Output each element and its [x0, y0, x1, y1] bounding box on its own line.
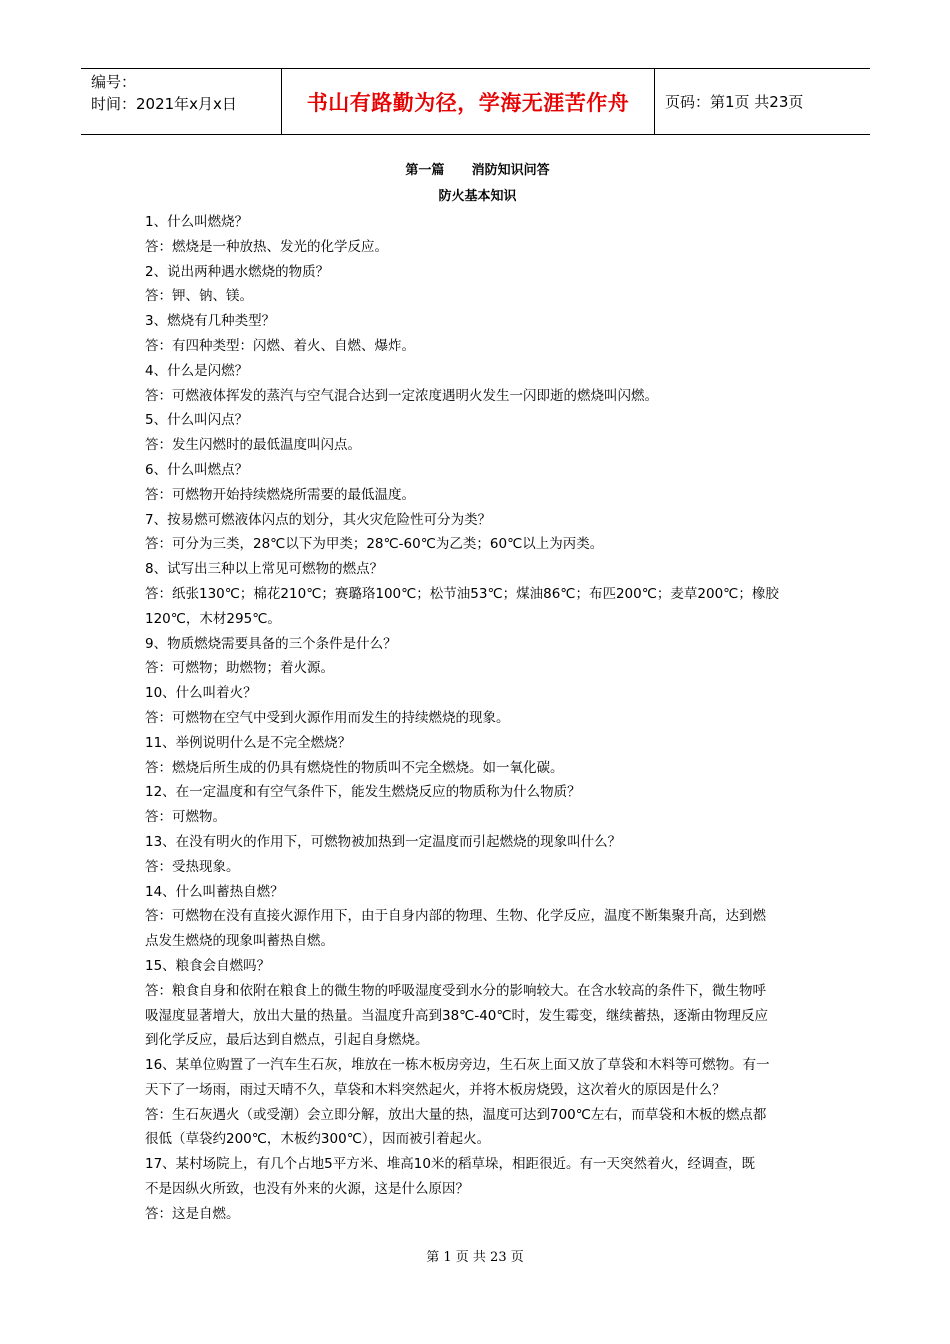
answer-line: 120℃，木材295℃。	[145, 610, 281, 627]
answer-line: 答：这是自燃。	[145, 1205, 240, 1222]
answer-line: 答：可燃物在没有直接火源作用下，由于自身内部的物理、生物、化学反应，温度不断集聚升高，达到燃	[145, 908, 766, 925]
answer-line: 答：可燃物。	[145, 809, 226, 826]
answer-line: 答：受热现象。	[145, 858, 240, 875]
answer-line: 答：纸张130℃；棉花210℃；赛璐珞100℃；松节油53℃；煤油86℃；布匹200℃；麦草200℃；橡胶	[145, 585, 779, 602]
question-line: 6、什么叫燃点？	[145, 461, 249, 478]
question-line: 4、什么是闪燃？	[145, 362, 249, 379]
qa-list	[145, 210, 810, 1227]
answer-line: 答：粮食自身和依附在粮食上的微生物的呼吸湿度受到水分的影响较大。在含水较高的条件下，微生物呼	[145, 982, 766, 999]
question-line: 5、什么叫闪点？	[145, 412, 249, 429]
answer-line: 答：可燃物；助燃物；着火源。	[145, 660, 334, 677]
question-line: 17、某村场院上，有几个占地5平方米、堆高10米的稻草垛，相距很近。有一天突然着火，经调查，既	[145, 1156, 755, 1173]
answer-line: 答：可分为三类，28℃以下为甲类；28℃-60℃为乙类；60℃以上为丙类。	[145, 536, 604, 553]
answer-line: 到化学反应，最后达到自燃点，引起自身燃烧。	[145, 1032, 429, 1049]
answer-line: 答：钾、钠、镁。	[145, 288, 253, 305]
question-line: 1、什么叫燃烧？	[145, 214, 249, 230]
document-header	[81, 68, 870, 135]
question-line: 14、什么叫蓄热自燃？	[145, 883, 284, 900]
header-page-info: 页码：第1页 共23页	[665, 93, 804, 111]
answer-line: 答：可燃物开始持续燃烧所需要的最低温度。	[145, 486, 415, 503]
answer-line: 答：生石灰遇火（或受潮）会立即分解，放出大量的热，温度可达到700℃左右，而草袋和木板的燃点都	[145, 1106, 767, 1123]
number-label: 编号：	[91, 73, 137, 91]
question-line: 12、在一定温度和有空气条件下，能发生燃烧反应的物质称为什么物质？	[145, 784, 581, 801]
time-label: 时间：2021年x月x日	[91, 95, 237, 113]
answer-line: 点发生燃烧的现象叫蓄热自燃。	[145, 933, 334, 950]
question-line: 不是因纵火所致，也没有外来的火源，这是什么原因？	[145, 1181, 469, 1198]
answer-line: 答：燃烧是一种放热、发光的化学反应。	[145, 238, 388, 255]
question-line: 7、按易燃可燃液体闪点的划分，其火灾危险性可分为类？	[145, 511, 492, 528]
question-line: 2、说出两种遇水燃烧的物质？	[145, 263, 330, 280]
answer-line: 答：可燃液体挥发的蒸汽与空气混合达到一定浓度遇明火发生一闪即逝的燃烧叫闪燃。	[145, 387, 658, 404]
header-meta	[81, 69, 281, 134]
question-line: 天下了一场雨，雨过天晴不久，草袋和木料突然起火，并将木板房烧毁，这次着火的原因是什么？	[145, 1081, 726, 1098]
section-title: 防火基本知识	[438, 189, 517, 204]
question-line: 16、某单位购置了一汽车生石灰，堆放在一栋木板房旁边，生石灰上面又放了草袋和木料等可燃物。有一	[145, 1057, 770, 1074]
question-line: 3、燃烧有几种类型？	[145, 313, 276, 330]
question-line: 13、在没有明火的作用下，可燃物被加热到一定温度而引起燃烧的现象叫什么？	[145, 833, 622, 850]
page-footer: 第 1 页 共 23 页	[426, 1250, 524, 1265]
answer-line: 很低（草袋约200℃，木板约300℃），因而被引着起火。	[145, 1131, 491, 1148]
question-line: 8、试写出三种以上常见可燃物的燃点？	[145, 561, 384, 578]
answer-line: 答：燃烧后所生成的仍具有燃烧性的物质叫不完全燃烧。如一氧化碳。	[145, 759, 564, 776]
question-line: 15、粮食会自燃吗？	[145, 957, 271, 974]
answer-line: 答：有四种类型：闪燃、着火、自燃、爆炸。	[145, 337, 415, 354]
question-line: 9、物质燃烧需要具备的三个条件是什么？	[145, 635, 397, 652]
part-title: 第一篇 消防知识问答	[405, 163, 550, 178]
document-body	[145, 158, 810, 1227]
header-motto: 书山有路勤为径，学海无涯苦作舟	[281, 69, 655, 134]
answer-line: 答：发生闪燃时的最低温度叫闪点。	[145, 437, 361, 454]
question-line: 10、什么叫着火？	[145, 685, 257, 702]
answer-line: 吸湿度显著增大，放出大量的热量。当温度升高到38℃-40℃时，发生霉变，继续蓄热，逐渐由物理反应	[145, 1007, 769, 1024]
answer-line: 答：可燃物在空气中受到火源作用而发生的持续燃烧的现象。	[145, 709, 510, 726]
question-line: 11、举例说明什么是不完全燃烧？	[145, 734, 352, 751]
